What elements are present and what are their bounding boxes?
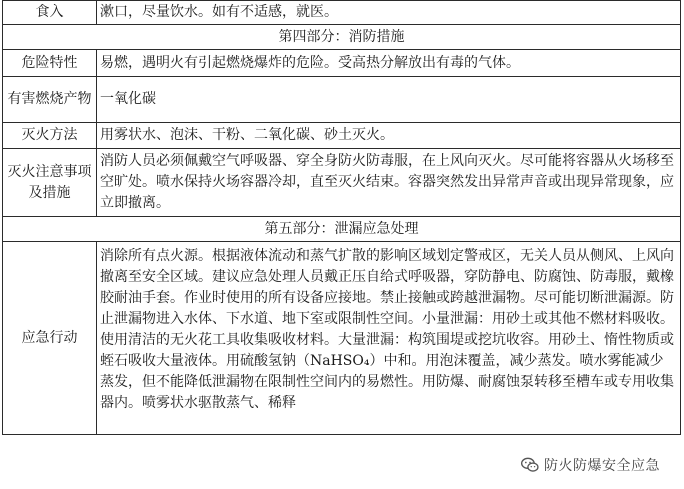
watermark-text: 防火防爆安全应急 [544, 458, 660, 474]
row-value: 消防人员必须佩戴空气呼吸器、穿全身防火防毒服，在上风向灭火。尽可能将容器从火场移至空旷处。喷水保持火场容器冷却，直至灭火结束。容器突然发出异常声音或出现异常现象，应立即撤离。 [97, 149, 681, 217]
table-row [3, 149, 681, 217]
row-label: 灭火方法 [3, 123, 97, 149]
row-value: 一氧化碳 [97, 77, 681, 123]
watermark [518, 455, 662, 475]
row-label: 应急行动 [3, 242, 97, 435]
table-row [3, 50, 681, 77]
section-5-title: 第五部分：泄漏应急处理 [3, 217, 681, 242]
table-row [3, 77, 681, 123]
row-label: 有害燃烧产物 [3, 77, 97, 123]
section-header-row [3, 25, 681, 50]
table-row [3, 242, 681, 435]
section-header-row [3, 217, 681, 242]
section-4-title: 第四部分：消防措施 [3, 25, 681, 50]
row-label: 危险特性 [3, 50, 97, 77]
row-value-text: 消除所有点火源。根据液体流动和蒸气扩散的影响区域划定警戒区，无关人员从侧风、上风向撤离至安全区域。建议应急处理人员戴正压自给式呼吸器，穿防静电、防腐蚀、防毒服，戴橡胶耐油手套。作业时使用的所有设备应接地。禁止接触或跨越泄漏物。尽可能切断泄漏源。防止泄漏物进入水体、下水道、地下室或限制性空间。小量泄漏：用砂土或其他不燃材料吸收。使用清洁的无火花工具收集吸收材料。大量泄漏：构筑围堤或挖坑收容。用砂土、惰性物质或蛭石吸收大量液体。用硫酸氢钠（NaHSO₄）中和。用泡沫覆盖，减少蒸发。喷水雾能减少蒸发，但不能降低泄漏物在限制性空间内的易燃性。用防爆、耐腐蚀泵转移至槽车或专用收集器内。喷雾状水驱散蒸气、稀释 [100, 248, 674, 411]
row-label: 灭火注意事项及措施 [3, 149, 97, 217]
msds-table [2, 0, 681, 435]
table-row [3, 123, 681, 149]
wechat-icon [520, 455, 540, 475]
row-label: 食入 [3, 1, 97, 25]
row-value: 用雾状水、泡沫、干粉、二氧化碳、砂土灭火。 [97, 123, 681, 149]
table-row [3, 1, 681, 25]
row-value: 漱口，尽量饮水。如有不适感，就医。 [97, 1, 681, 25]
row-value [97, 242, 681, 435]
row-value: 易燃，遇明火有引起燃烧爆炸的危险。受高热分解放出有毒的气体。 [97, 50, 681, 77]
